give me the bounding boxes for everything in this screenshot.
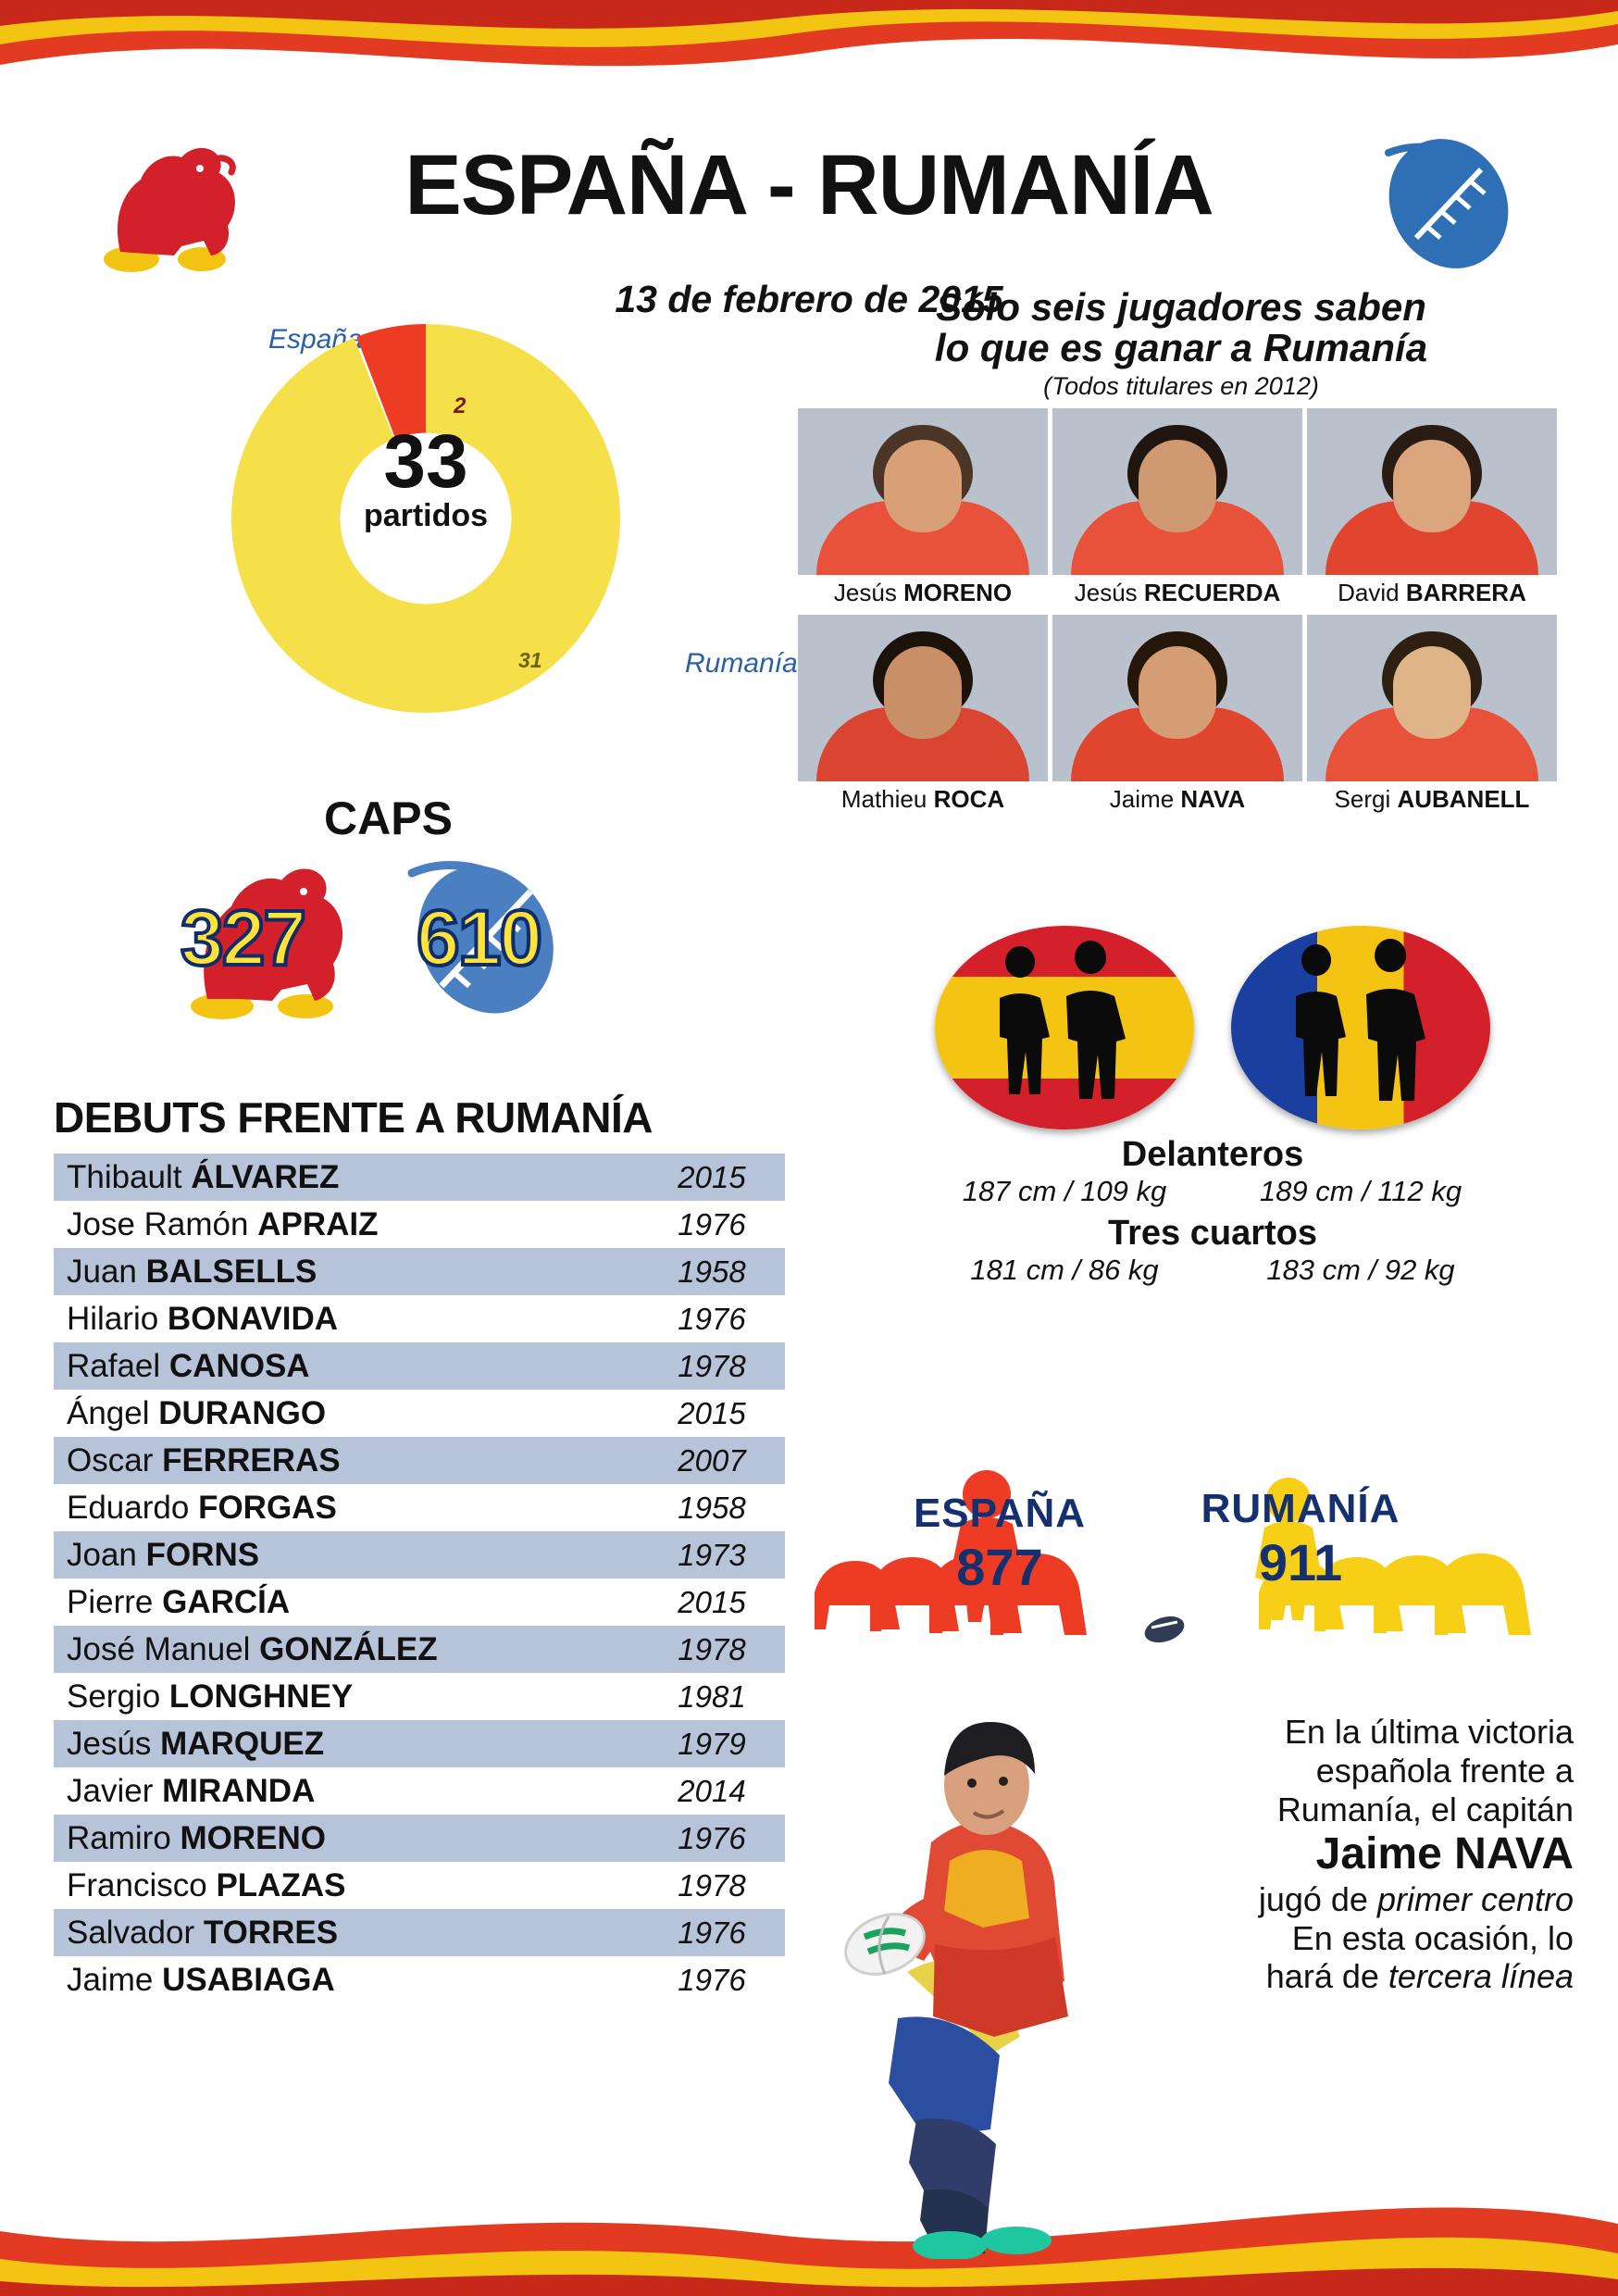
table-row [54,1767,785,1815]
debut-first-name: Hilario [67,1300,168,1337]
debut-last-name: FORNS [145,1536,260,1573]
donut-center-total [333,419,518,534]
debut-player-name [67,1678,652,1716]
table-row [54,1154,785,1201]
player-last-name: NAVA [1180,785,1246,814]
debut-first-name: Eduardo [67,1489,199,1526]
nava-line6-emphasis: tercera línea [1388,1957,1574,1996]
debut-player-name [67,1490,652,1527]
player-card [798,615,1048,814]
six-players-subtitle: (Todos titulares en 2012) [1043,372,1319,401]
player-name [1307,781,1557,814]
debut-first-name: Thibault [67,1158,192,1195]
player-photo [1052,615,1302,781]
nava-line4 [1055,1880,1574,1919]
flag-silhouettes [889,926,1537,1129]
debut-year: 2015 [678,1159,746,1194]
debut-year: 2014 [678,1773,746,1808]
donut-total-value: 33 [383,419,468,504]
debut-last-name: MIRANDA [162,1772,316,1809]
nava-line2: española frente a [1315,1751,1574,1790]
debut-first-name: Jaime [67,1961,163,1998]
player-first-name: David [1338,579,1406,607]
table-row [54,1295,785,1342]
backs-label: Tres cuartos [1108,1214,1317,1253]
table-row [54,1342,785,1390]
scrum-romania [1148,1486,1453,1592]
donut-value-romania: 31 [518,648,542,672]
donut-value-spain: 2 [454,393,467,418]
debut-year: 2015 [678,1584,746,1619]
backs-values [889,1254,1537,1287]
debut-player-name [67,1537,652,1574]
debut-player-name [67,1159,652,1196]
forwards-spain-value: 187 cm / 109 kg [962,1175,1167,1207]
player-last-name: AUBANELL [1397,785,1530,814]
scrum-romania-name: RUMANÍA [1201,1486,1400,1531]
debut-last-name: MARQUEZ [160,1725,325,1762]
debut-first-name: Juan [67,1253,146,1290]
player-name [798,575,1048,607]
debut-year: 1958 [678,1490,746,1525]
player-card [1052,408,1302,607]
player-first-name: Jesús [1074,579,1144,607]
debut-last-name: BONAVIDA [167,1300,338,1337]
debut-year: 1978 [678,1867,746,1903]
debut-year: 1978 [678,1348,746,1383]
table-row [54,1484,785,1531]
player-first-name: Jesús [833,579,904,607]
table-row [54,1248,785,1295]
player-photo [798,408,1048,575]
debut-player-name [67,1631,652,1668]
table-row [54,1531,785,1578]
debut-last-name: PLAZAS [216,1866,346,1903]
nava-line6-pre: hará de [1265,1957,1388,1996]
table-row [54,1578,785,1626]
table-row [54,1956,785,2003]
debut-last-name: FERRERAS [162,1441,341,1479]
table-row [54,1437,785,1484]
debut-player-name [67,1584,652,1621]
debut-player-name [67,1726,652,1763]
scrum-spain [861,1491,1139,1597]
forwards-values [889,1175,1537,1208]
romania-player-silhouettes [1231,926,1490,1129]
scrum-spain-value: 877 [956,1538,1043,1596]
six-players-grid [798,408,1564,814]
table-row [54,1909,785,1956]
caps-value-spain: 327 [180,894,305,981]
table-row [54,1673,785,1720]
debut-last-name: TORRES [203,1914,339,1951]
nava-line5: En esta ocasión, lo [1291,1918,1574,1957]
six-players-title-line1: Sólo seis jugadores saben [936,285,1426,329]
debut-player-name [67,1442,652,1479]
debut-year: 1973 [678,1537,746,1572]
debut-last-name: ÁLVAREZ [191,1158,340,1195]
nava-note [1055,1713,1574,1996]
debut-player-name [67,1820,652,1857]
table-row [54,1390,785,1437]
debut-year: 1976 [678,1301,746,1336]
six-players-title-line2: lo que es ganar a Rumanía [934,326,1428,370]
debut-last-name: DURANGO [158,1394,327,1431]
debut-first-name: Francisco [67,1866,217,1903]
player-last-name: ROCA [933,785,1005,814]
player-photo [1052,408,1302,575]
debuts-title: DEBUTS FRENTE A RUMANÍA [54,1093,653,1142]
player-first-name: Sergi [1334,785,1398,814]
six-players-section [798,287,1564,814]
debut-player-name [67,1773,652,1810]
forwards-romania-value: 189 cm / 112 kg [1259,1175,1462,1207]
debut-first-name: Javier [67,1772,163,1809]
debut-year: 1978 [678,1631,746,1666]
debut-last-name: GONZÁLEZ [259,1630,438,1667]
debut-year: 1976 [678,1820,746,1855]
nava-line4-pre: jugó de [1258,1879,1377,1918]
debut-first-name: Salvador [67,1914,204,1951]
table-row [54,1720,785,1767]
player-photo-row [798,615,1564,814]
caps-section [148,792,666,1032]
player-photo-row [798,408,1564,607]
debut-first-name: Ángel [67,1394,159,1431]
debut-year: 1976 [678,1915,746,1950]
donut-label-romania: Rumanía [685,648,798,679]
caps-value-romania: 610 [417,894,541,981]
table-row [54,1201,785,1248]
nava-line6 [1055,1957,1574,1996]
debut-year: 1979 [678,1726,746,1761]
player-card [798,408,1048,607]
forwards-label: Delanteros [1121,1135,1304,1174]
debut-last-name: LONGHNEY [168,1678,354,1715]
player-first-name: Jaime [1109,785,1181,814]
debut-last-name: CANOSA [168,1347,310,1384]
backs-romania-value: 183 cm / 92 kg [1266,1254,1455,1286]
debut-player-name [67,1301,652,1338]
debut-year: 2015 [678,1395,746,1430]
romania-ball-crest-icon [1361,134,1537,273]
player-name [1052,575,1302,607]
debut-first-name: Ramiro [67,1819,180,1856]
debut-last-name: BALSELLS [145,1253,317,1290]
debut-year: 1976 [678,1206,746,1242]
player-photo [1307,615,1557,781]
debut-player-name [67,1867,652,1904]
debuts-section [54,1092,785,2003]
debut-player-name [67,1962,652,1999]
debut-last-name: USABIAGA [162,1961,335,1998]
six-players-title [798,287,1564,368]
debut-first-name: Pierre [67,1583,163,1620]
debut-player-name [67,1348,652,1385]
nava-line3: Rumanía, el capitán [1276,1790,1574,1828]
nava-line1: En la última victoria [1284,1713,1574,1751]
player-card [1307,408,1557,607]
debut-player-name [67,1254,652,1291]
spain-flag-circle [935,926,1194,1129]
player-last-name: BARRERA [1405,579,1526,607]
debut-first-name: Jose Ramón [67,1205,258,1242]
physique-section [889,926,1537,1287]
player-last-name: RECUERDA [1143,579,1281,607]
debut-player-name [67,1915,652,1952]
debut-year: 1976 [678,1962,746,1997]
debut-last-name: APRAIZ [257,1205,379,1242]
romania-flag-circle [1231,926,1490,1129]
debut-last-name: GARCÍA [162,1583,291,1620]
debut-first-name: Joan [67,1536,146,1573]
caps-title: CAPS [324,792,453,844]
nava-line4-emphasis: primer centro [1376,1879,1574,1918]
debut-year: 2007 [678,1442,746,1478]
table-row [54,1862,785,1909]
debut-first-name: Oscar [67,1441,163,1479]
debut-year: 1981 [678,1678,746,1714]
scrum-weight-section [778,1435,1574,1666]
debut-first-name: Jesús [67,1725,161,1762]
scrum-romania-value: 911 [1258,1533,1343,1591]
debut-first-name: Sergio [67,1678,169,1715]
player-card [1052,615,1302,814]
debuts-table [54,1154,785,2003]
player-photo [798,615,1048,781]
match-date: 13 de febrero de 2015 [615,278,1003,320]
spain-player-silhouettes [935,926,1194,1129]
debut-year: 1958 [678,1254,746,1289]
debut-player-name [67,1206,652,1243]
nava-player-name: Jaime NAVA [1315,1829,1574,1879]
backs-spain-value: 181 cm / 86 kg [970,1254,1159,1286]
page-title: ESPAÑA - RUMANÍA [404,138,1214,232]
donut-total-caption: partidos [363,497,489,533]
player-last-name: MORENO [903,579,1013,607]
player-name [1307,575,1557,607]
player-name [798,781,1048,814]
debut-last-name: FORGAS [198,1489,337,1526]
debut-last-name: MORENO [180,1819,327,1856]
debut-first-name: Rafael [67,1347,169,1384]
table-row [54,1626,785,1673]
debut-player-name [67,1395,652,1432]
player-photo [1307,408,1557,575]
player-name [1052,781,1302,814]
scrum-spain-name: ESPAÑA [913,1491,1087,1536]
debut-first-name: José Manuel [67,1630,260,1667]
player-card [1307,615,1557,814]
donut-label-spain: España [268,324,363,355]
player-first-name: Mathieu [840,785,934,814]
table-row [54,1815,785,1862]
matches-donut-chart [111,306,798,731]
